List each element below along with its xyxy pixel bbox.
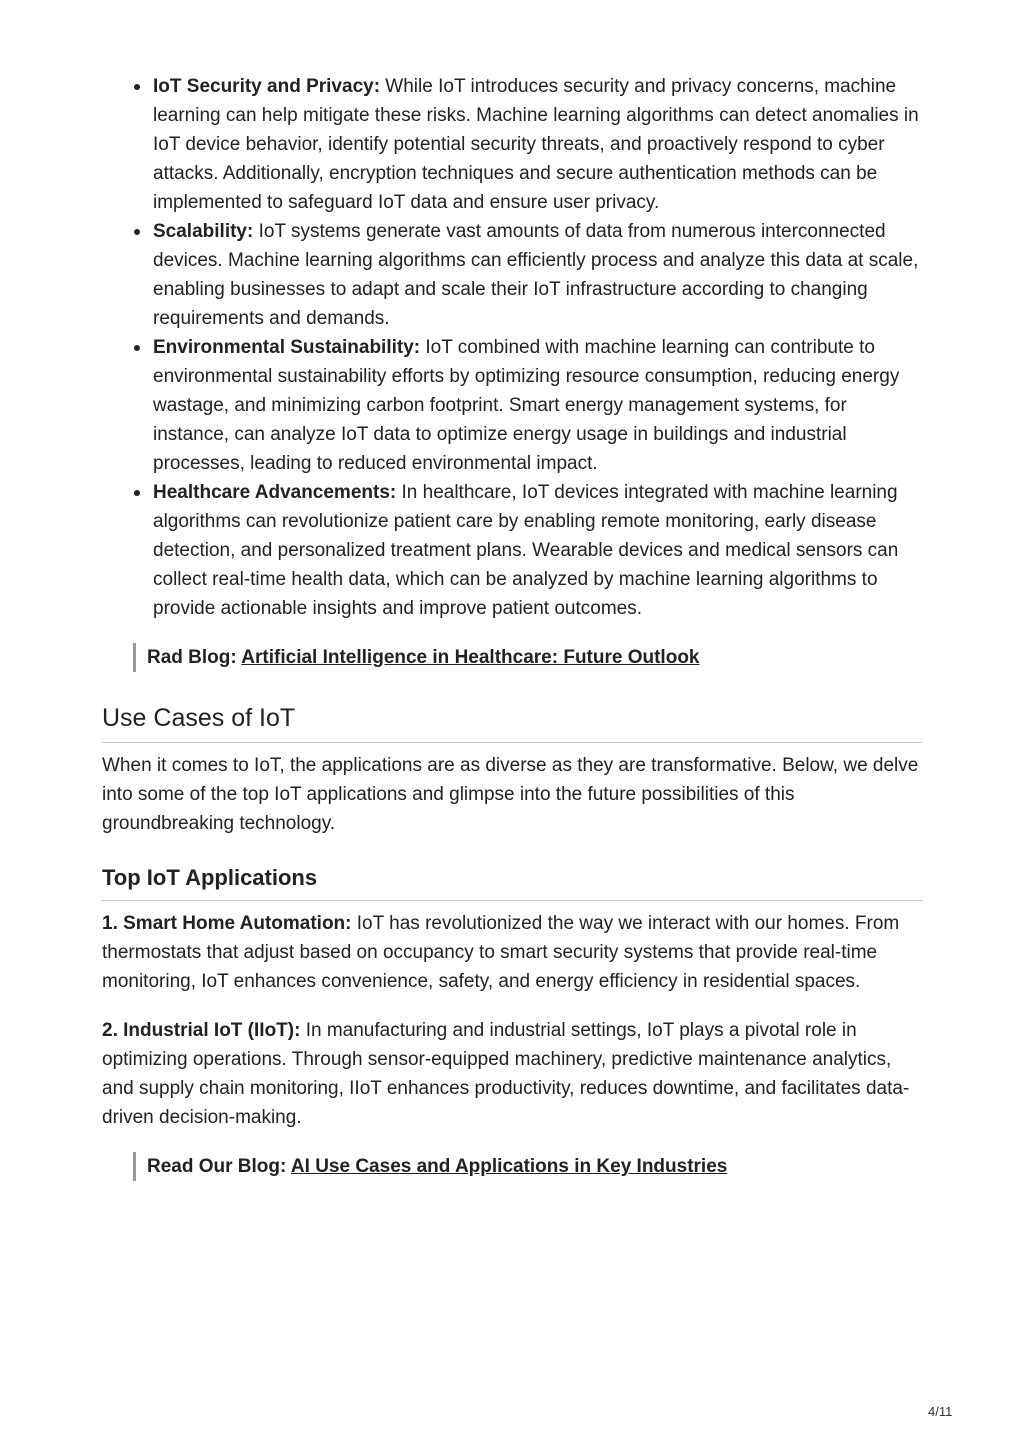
benefits-list bbox=[102, 72, 922, 623]
list-item bbox=[153, 72, 922, 217]
list-item bbox=[153, 333, 922, 478]
blog-link-ai-use-cases[interactable]: AI Use Cases and Applications in Key Industries bbox=[290, 1156, 728, 1177]
application-title: 2. Industrial IoT (IIoT): bbox=[102, 1020, 301, 1041]
section-intro: When it comes to IoT, the applications are as diverse as they are transformative. Below, we delve into some of the top IoT applications and glimpse into the future possibilities of this groundbreaking technology. bbox=[102, 755, 919, 834]
subsection-title: Top IoT Applications bbox=[102, 864, 922, 901]
application-title: 1. Smart Home Automation: bbox=[102, 913, 352, 934]
list-item bbox=[153, 478, 922, 623]
application-paragraph bbox=[102, 909, 922, 996]
blog-link-healthcare[interactable]: Artificial Intelligence in Healthcare: Future Outlook bbox=[241, 647, 700, 668]
list-item-title: IoT Security and Privacy: bbox=[153, 76, 381, 97]
application-paragraph bbox=[102, 1016, 922, 1132]
page-content bbox=[102, 72, 922, 1181]
list-item bbox=[153, 217, 922, 333]
blog-callout-prefix: Read Our Blog: bbox=[147, 1156, 291, 1177]
application-text: IoT has revolutionized the way we interact with our homes. From thermostats that adjust based on occupancy to smart security systems that provide real-time monitoring, IoT enhances convenience, safety, and energy efficiency in residential spaces. bbox=[102, 913, 900, 992]
list-item-title: Environmental Sustainability: bbox=[153, 337, 421, 358]
list-item-title: Scalability: bbox=[153, 221, 254, 242]
list-item-title: Healthcare Advancements: bbox=[153, 482, 397, 503]
page-number: 4/11 bbox=[928, 1404, 953, 1419]
section-title: Use Cases of IoT bbox=[102, 702, 922, 743]
list-item-text: IoT systems generate vast amounts of data from numerous interconnected devices. Machine learning algorithms can efficiently process and analyze this data at scale, enabling businesses to adapt and scale their IoT infrastructure according to changing requirements and demands. bbox=[153, 221, 919, 329]
application-text: In manufacturing and industrial settings, IoT plays a pivotal role in optimizing operations. Through sensor-equipped machinery, predictive maintenance analytics, and supply chain monitoring, IIoT enhances productivity, reduces downtime, and facilitates data-driven decision-making. bbox=[102, 1020, 910, 1128]
blog-callout-prefix: Rad Blog: bbox=[147, 647, 242, 668]
blog-callout bbox=[133, 1152, 922, 1181]
list-item-text: IoT combined with machine learning can contribute to environmental sustainability efforts by optimizing resource consumption, reducing energy wastage, and minimizing carbon footprint. Smart energy management systems, for instance, can analyze IoT data to optimize energy usage in buildings and industrial processes, leading to reduced environmental impact. bbox=[153, 337, 900, 474]
list-item-text: While IoT introduces security and privacy concerns, machine learning can help mitigate these risks. Machine learning algorithms can detect anomalies in IoT device behavior, identify potential security threats, and proactively respond to cyber attacks. Additionally, encryption techniques and secure authentication methods can be implemented to safeguard IoT data and ensure user privacy. bbox=[153, 76, 919, 213]
blog-callout bbox=[133, 643, 922, 672]
list-item-text: In healthcare, IoT devices integrated with machine learning algorithms can revolutionize patient care by enabling remote monitoring, early disease detection, and personalized treatment plans. Wearable devices and medical sensors can collect real-time health data, which can be analyzed by machine learning algorithms to provide actionable insights and improve patient outcomes. bbox=[153, 482, 899, 619]
